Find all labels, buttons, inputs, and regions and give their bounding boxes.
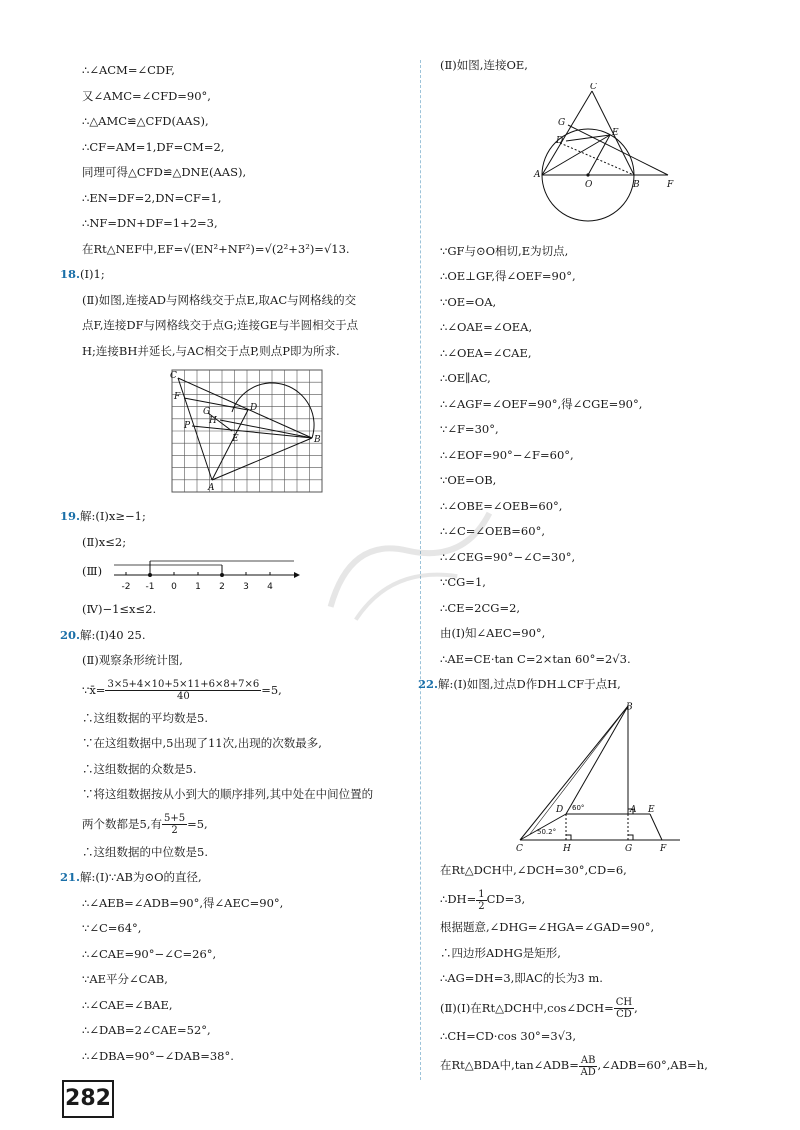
label-c: C xyxy=(590,82,597,92)
q18-line: H;连接BH并延长,与AC相交于点P,则点P即为所求. xyxy=(82,343,340,358)
text-line: ∴NF=DN+DF=1+2=3, xyxy=(82,216,218,230)
grid-figure xyxy=(82,368,412,498)
q21-right-line: ∴OE∥AC, xyxy=(440,371,491,385)
tick-label: 4 xyxy=(267,582,273,592)
label-g: G xyxy=(203,407,211,417)
median-fraction: $\frac{5+5}{2}$ xyxy=(163,813,186,836)
q22-line: 根据题意,∠DHG=∠HGA=∠GAD=90°, xyxy=(440,920,655,934)
q22-line: ∴四边形ADHG是矩形, xyxy=(440,945,561,960)
median-formula: 两个数都是5,有 $\frac{5+5}{2}$ =5, xyxy=(82,813,208,836)
cos-formula: (Ⅱ)(Ⅰ)在Rt△DCH中,cos∠DCH= $\frac{CH}{CD}$ , xyxy=(440,997,638,1020)
label-b: B xyxy=(626,702,633,713)
q22-line1: 在Rt△DCH中,∠DCH=30°,CD=6, xyxy=(440,862,627,877)
q21-right-line: ∴∠AGF=∠OEF=90°,得∠CGE=90°, xyxy=(440,396,643,411)
q18-part1: 18.(Ⅰ)1; xyxy=(60,267,105,281)
q21-right-line: ∴CE=2CG=2, xyxy=(440,600,521,615)
ch-line: ∴CH=CD·cos 30°=3√3, xyxy=(440,1028,577,1043)
tick-label: 1 xyxy=(195,582,201,592)
label-b: B xyxy=(314,435,321,445)
q20-part2: (Ⅱ)观察条形统计图, xyxy=(82,653,183,667)
q21-right-line: ∵OE=OA, xyxy=(440,294,497,309)
tick-label: 0 xyxy=(171,582,177,592)
q21-line: ∵AE平分∠CAB, xyxy=(82,972,168,986)
q21-part2-intro: (Ⅱ)如图,连接OE, xyxy=(440,58,528,72)
q19-part3-label: (Ⅲ) xyxy=(82,564,103,578)
text-line: ∴△AMC≌△CFD(AAS), xyxy=(82,114,209,128)
tower-figure xyxy=(440,702,740,852)
label-a: A xyxy=(208,483,215,493)
q21-right-line: ∵CG=1, xyxy=(440,575,486,589)
q21-right-line: ∴∠OEA=∠CAE, xyxy=(440,345,532,360)
label-a: A xyxy=(534,169,541,180)
angle-502-label: 50.2° xyxy=(537,827,557,836)
label-p: P xyxy=(184,421,191,431)
label-f: F xyxy=(174,392,181,402)
q21-right-line: ∴AE=CE·tan C=2×tan 60°=2√3. xyxy=(440,651,631,666)
q20-number: 20. xyxy=(60,627,81,642)
text-line: 又∠AMC=∠CFD=90°, xyxy=(82,88,211,103)
label-f: F xyxy=(660,843,667,852)
q21-right-line: ∴∠CEG=90°−∠C=30°, xyxy=(440,549,576,564)
q21-right-line: ∴∠C=∠OEB=60°, xyxy=(440,524,545,538)
text-line: 在Rt△NEF中,EF=√(EN²+NF²)=√(2²+3²)=√13. xyxy=(82,241,350,256)
q21-line-first: 21.解:(Ⅰ)∵AB为⊙O的直径, xyxy=(60,870,202,884)
q22-line: ∴AG=DH=3,即AC的长为3 m. xyxy=(440,971,603,985)
label-c: C xyxy=(516,843,523,852)
text-line: ∴EN=DF=2,DN=CF=1, xyxy=(82,190,222,205)
tick-label: 2 xyxy=(219,582,225,592)
label-f: F xyxy=(667,179,674,190)
q21-line: ∴∠AEB=∠ADB=90°,得∠AEC=90°, xyxy=(82,895,284,910)
angle-60-label: 60° xyxy=(572,803,585,812)
q20-line: ∴这组数据的平均数是5. xyxy=(82,710,208,725)
q21-right-line: ∴OE⊥GF,得∠OEF=90°, xyxy=(440,269,576,283)
q20-line: ∴这组数据的众数是5. xyxy=(82,761,197,776)
tan-fraction: $\frac{AB}{AD}$ xyxy=(580,1054,596,1078)
label-h: H xyxy=(209,416,217,426)
page-number: 282 xyxy=(62,1080,114,1118)
q19-part4: (Ⅳ)−1≤x≤2. xyxy=(82,602,157,616)
q22-intro: 22.解:(Ⅰ)如图,过点D作DH⊥CF于点H, xyxy=(418,677,621,691)
label-d: D xyxy=(556,804,564,815)
label-e: E xyxy=(648,804,655,815)
label-g: G xyxy=(558,117,566,128)
mean-fraction: $\frac{3\times 5+4\times 10+5\times 11+6\times 8+7\times 6}{40}$ xyxy=(107,679,260,702)
q21-line: ∴∠CAE=90°−∠C=26°, xyxy=(82,946,217,961)
q21-line: ∴∠CAE=∠BAE, xyxy=(82,997,173,1012)
q21-right-line: ∴∠OAE=∠OEA, xyxy=(440,320,533,334)
tan-formula: 在Rt△BDA中,tan∠ADB= $\frac{AB}{AD}$ ,∠ADB=60°,AB=h, xyxy=(440,1054,708,1078)
q21-line: ∴∠DAB=2∠CAE=52°, xyxy=(82,1023,211,1037)
label-c: C xyxy=(170,371,177,381)
q19-part1: 19.解:(Ⅰ)x≥−1; xyxy=(60,509,146,523)
q21-right-line: ∴∠EOF=90°−∠F=60°, xyxy=(440,447,574,462)
q19-number: 19. xyxy=(60,509,81,523)
label-a: A xyxy=(630,804,637,815)
tick-label: -2 xyxy=(121,582,131,592)
label-b: B xyxy=(633,179,640,190)
q21-line: ∵∠C=64°, xyxy=(82,921,142,935)
q20-part1: 20.解:(Ⅰ)40 25. xyxy=(60,627,146,642)
mean-formula: ∵x̄= $\frac{3\times 5+4\times 10+5\times 11+6\times 8+7\times 6}{40}$ =5, xyxy=(82,679,282,702)
q19-part2: (Ⅱ)x≤2; xyxy=(82,534,127,549)
circle-figure xyxy=(440,83,740,233)
q22-number: 22. xyxy=(418,677,439,691)
q21-line: ∴∠DBA=90°−∠DAB=38°. xyxy=(82,1048,234,1063)
label-e: E xyxy=(612,127,619,138)
tick-label: -1 xyxy=(145,582,155,592)
q21-right-line: ∵GF与⊙O相切,E为切点, xyxy=(440,243,569,258)
text-line: 同理可得△CFD≌△DNE(AAS), xyxy=(82,165,247,179)
q18-number: 18. xyxy=(60,267,81,281)
q20-line: ∵将这组数据按从小到大的顺序排列,其中处在中间位置的 xyxy=(82,787,374,801)
text-line: ∴CF=AM=1,DF=CM=2, xyxy=(82,139,225,154)
q20-last: ∴这组数据的中位数是5. xyxy=(82,844,208,859)
construction-lines xyxy=(178,378,314,480)
q21-right-line: ∴∠OBE=∠OEB=60°, xyxy=(440,498,563,513)
label-d: D xyxy=(250,403,258,413)
dh-fraction: $\frac{1}{2}$ xyxy=(478,888,485,912)
label-g: G xyxy=(625,843,633,852)
label-e: E xyxy=(232,434,239,444)
q18-line: 点F,连接DF与网格线交于点G;连接GE与半圆相交于点 xyxy=(82,318,359,332)
tick-label: 3 xyxy=(243,582,249,592)
q21-right-line: 由(Ⅰ)知∠AEC=90°, xyxy=(440,626,546,640)
cos-fraction: $\frac{CH}{CD}$ xyxy=(615,997,633,1020)
label-d: D xyxy=(556,135,564,146)
dh-formula: ∴DH= $\frac{1}{2}$ CD=3, xyxy=(440,888,526,912)
text-line: ∴∠ACM=∠CDF, xyxy=(82,63,175,77)
label-o: O xyxy=(585,179,593,190)
q21-right-line: ∵∠F=30°, xyxy=(440,422,499,436)
q18-line: (Ⅱ)如图,连接AD与网格线交于点E,取AC与网格线的交 xyxy=(82,292,357,307)
q20-line: ∵在这组数据中,5出现了11次,出现的次数最多, xyxy=(82,736,322,750)
q21-number: 21. xyxy=(60,870,81,884)
label-h: H xyxy=(563,843,571,852)
q21-right-line: ∵OE=OB, xyxy=(440,473,497,487)
